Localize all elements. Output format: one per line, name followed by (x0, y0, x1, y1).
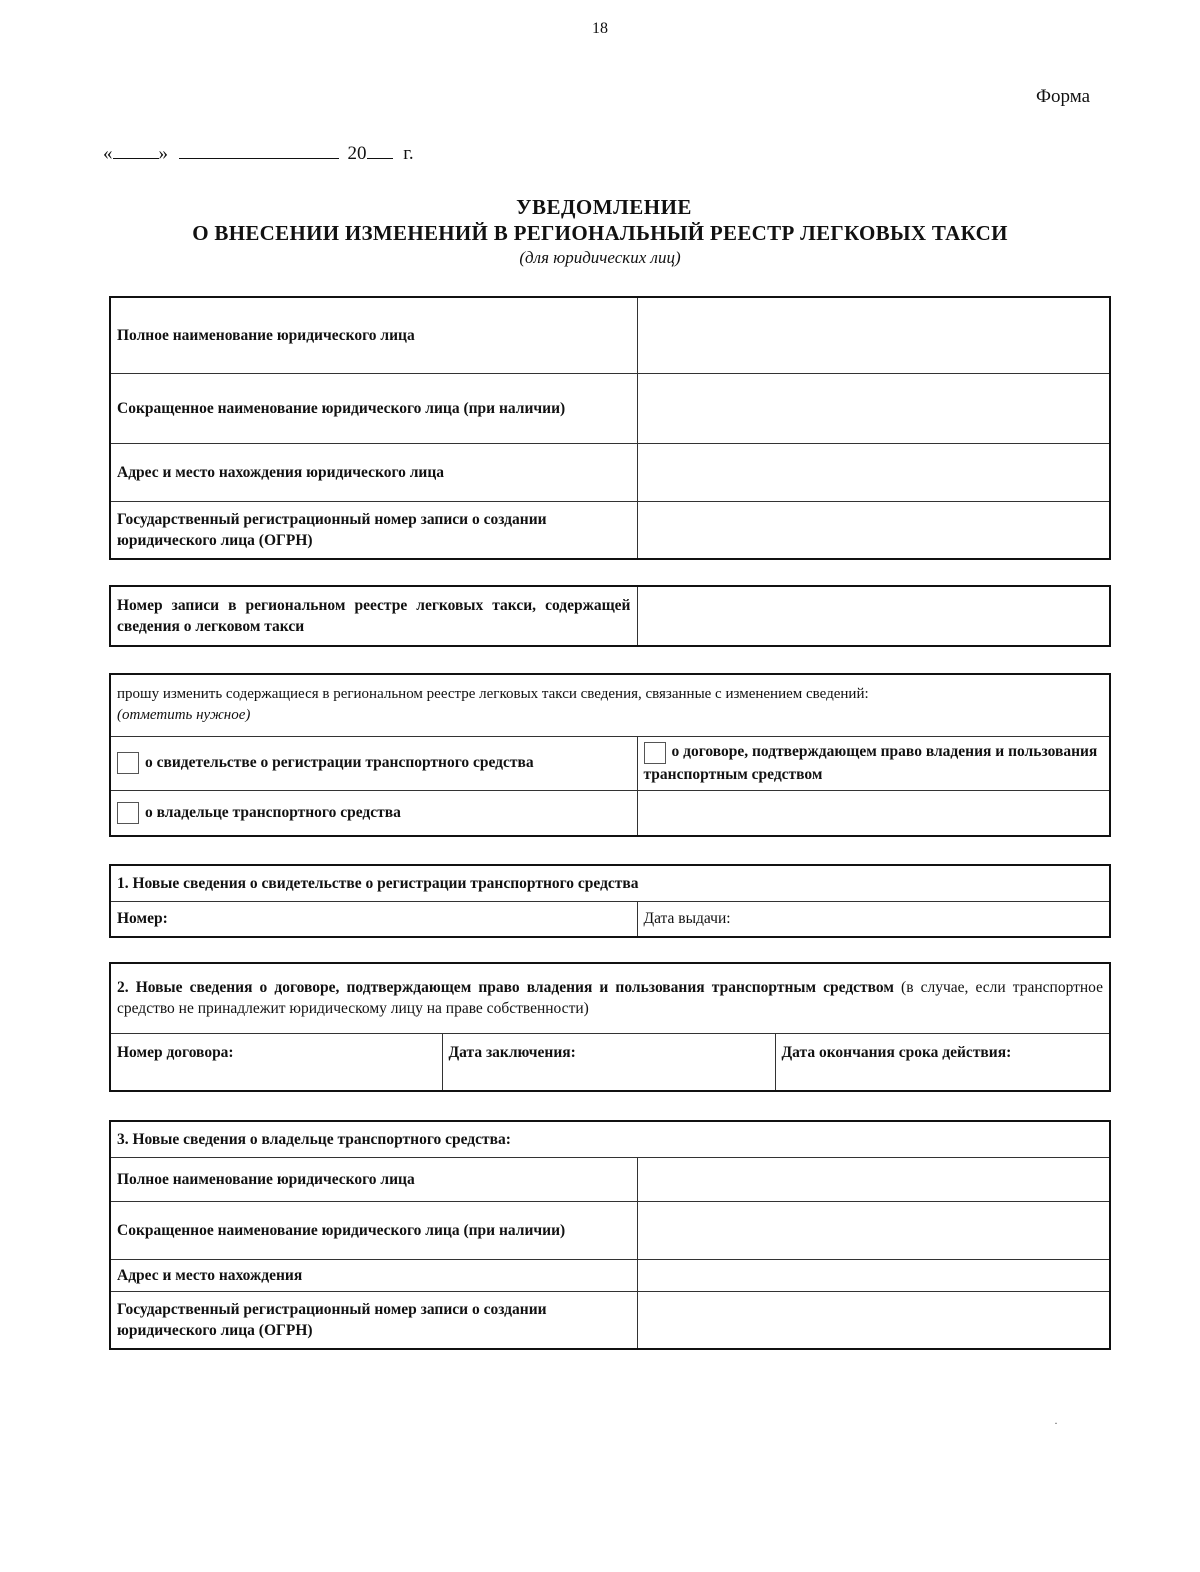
address-label: Адрес и место нахождения юридического лица (110, 443, 637, 501)
issue-date-field[interactable] (637, 901, 1110, 937)
owner-address-field[interactable] (637, 1259, 1110, 1291)
section-2-title (110, 963, 1110, 1033)
expiry-date-label: Дата окончания срока действия: (781, 1043, 1012, 1061)
section-2-title-bold: 2. Новые сведения о договоре, подтверждающем право владения и пользования транспортным средством (117, 979, 894, 997)
title-block (0, 194, 1200, 270)
year-blank[interactable] (367, 142, 393, 159)
ogrn-label: Государственный регистрационный номер записи о создании юридического лица (ОГРН) (110, 501, 637, 559)
owner-address-label: Адрес и место нахождения (110, 1259, 637, 1291)
option-contract-label: о договоре, подтверждающем право владения и пользования транспортным средством (643, 743, 1098, 783)
option-contract[interactable] (637, 736, 1110, 790)
date-line (103, 142, 414, 165)
change-request-hint: (отметить нужное) (117, 707, 251, 724)
expiry-date-field[interactable] (775, 1033, 1110, 1091)
owner-full-name-field[interactable] (637, 1157, 1110, 1201)
conclusion-date-field[interactable] (442, 1033, 775, 1091)
option-owner-label: о владельце транспортного средства (145, 803, 401, 821)
form-label: Форма (1036, 86, 1091, 107)
registry-record-table (109, 585, 1111, 647)
empty-cell (637, 790, 1110, 836)
owner-short-name-label: Сокращенное наименование юридического лица (при наличии) (110, 1201, 637, 1259)
owner-short-name-field[interactable] (637, 1201, 1110, 1259)
short-name-field[interactable] (637, 373, 1110, 443)
registry-record-field[interactable] (637, 586, 1110, 646)
option-owner[interactable] (110, 790, 637, 836)
date-open-quote: « (103, 143, 113, 164)
certificate-number-field[interactable] (110, 901, 637, 937)
title-line-1: УВЕДОМЛЕНИЕ (516, 195, 692, 219)
section-2-table (109, 962, 1111, 1092)
owner-ogrn-field[interactable] (637, 1291, 1110, 1349)
section-1-title: 1. Новые сведения о свидетельстве о регистрации транспортного средства (110, 865, 1110, 901)
issue-date-label: Дата выдачи: (643, 910, 731, 928)
address-field[interactable] (637, 443, 1110, 501)
month-blank[interactable] (179, 142, 339, 159)
date-close-quote: » (158, 143, 168, 164)
page-number: 18 (592, 20, 608, 37)
option-certificate-label: о свидетельстве о регистрации транспортного средства (145, 753, 534, 771)
section-1-table (109, 864, 1111, 938)
full-name-label: Полное наименование юридического лица (110, 297, 637, 373)
day-blank[interactable] (113, 142, 159, 159)
certificate-number-label: Номер: (117, 910, 168, 928)
change-request-text: прошу изменить содержащиеся в региональном реестре легковых такси сведения, связанные с изменением сведений: (117, 686, 869, 703)
full-name-field[interactable] (637, 297, 1110, 373)
registry-record-label: Номер записи в региональном реестре легковых такси, содержащей сведения о легковом такси (110, 586, 637, 646)
legal-entity-table (109, 296, 1111, 560)
year-prefix: 20 (347, 143, 367, 164)
owner-checkbox[interactable] (117, 802, 139, 824)
year-suffix: г. (403, 143, 414, 164)
contract-checkbox[interactable] (644, 742, 666, 764)
short-name-label: Сокращенное наименование юридического лица (при наличии) (110, 373, 637, 443)
subtitle: (для юридических лиц) (519, 248, 681, 267)
section-3-title: 3. Новые сведения о владельце транспортного средства: (110, 1121, 1110, 1157)
change-request-table (109, 673, 1111, 837)
conclusion-date-label: Дата заключения: (448, 1043, 576, 1061)
ogrn-field[interactable] (637, 501, 1110, 559)
section-3-table (109, 1120, 1111, 1350)
section-2-title-normal: (в случае, если транспортное средство не принадлежит юридическому лицу на праве собственности) (117, 979, 1103, 1018)
title-line-2: О ВНЕСЕНИИ ИЗМЕНЕНИЙ В РЕГИОНАЛЬНЫЙ РЕЕСТР ЛЕГКОВЫХ ТАКСИ (192, 221, 1008, 245)
owner-full-name-label: Полное наименование юридического лица (110, 1157, 637, 1201)
owner-ogrn-label: Государственный регистрационный номер записи о создании юридического лица (ОГРН) (110, 1291, 637, 1349)
contract-number-field[interactable] (110, 1033, 442, 1091)
contract-number-label: Номер договора: (117, 1043, 234, 1061)
scan-speck: · (1054, 1416, 1058, 1430)
option-certificate[interactable] (110, 736, 637, 790)
certificate-checkbox[interactable] (117, 752, 139, 774)
